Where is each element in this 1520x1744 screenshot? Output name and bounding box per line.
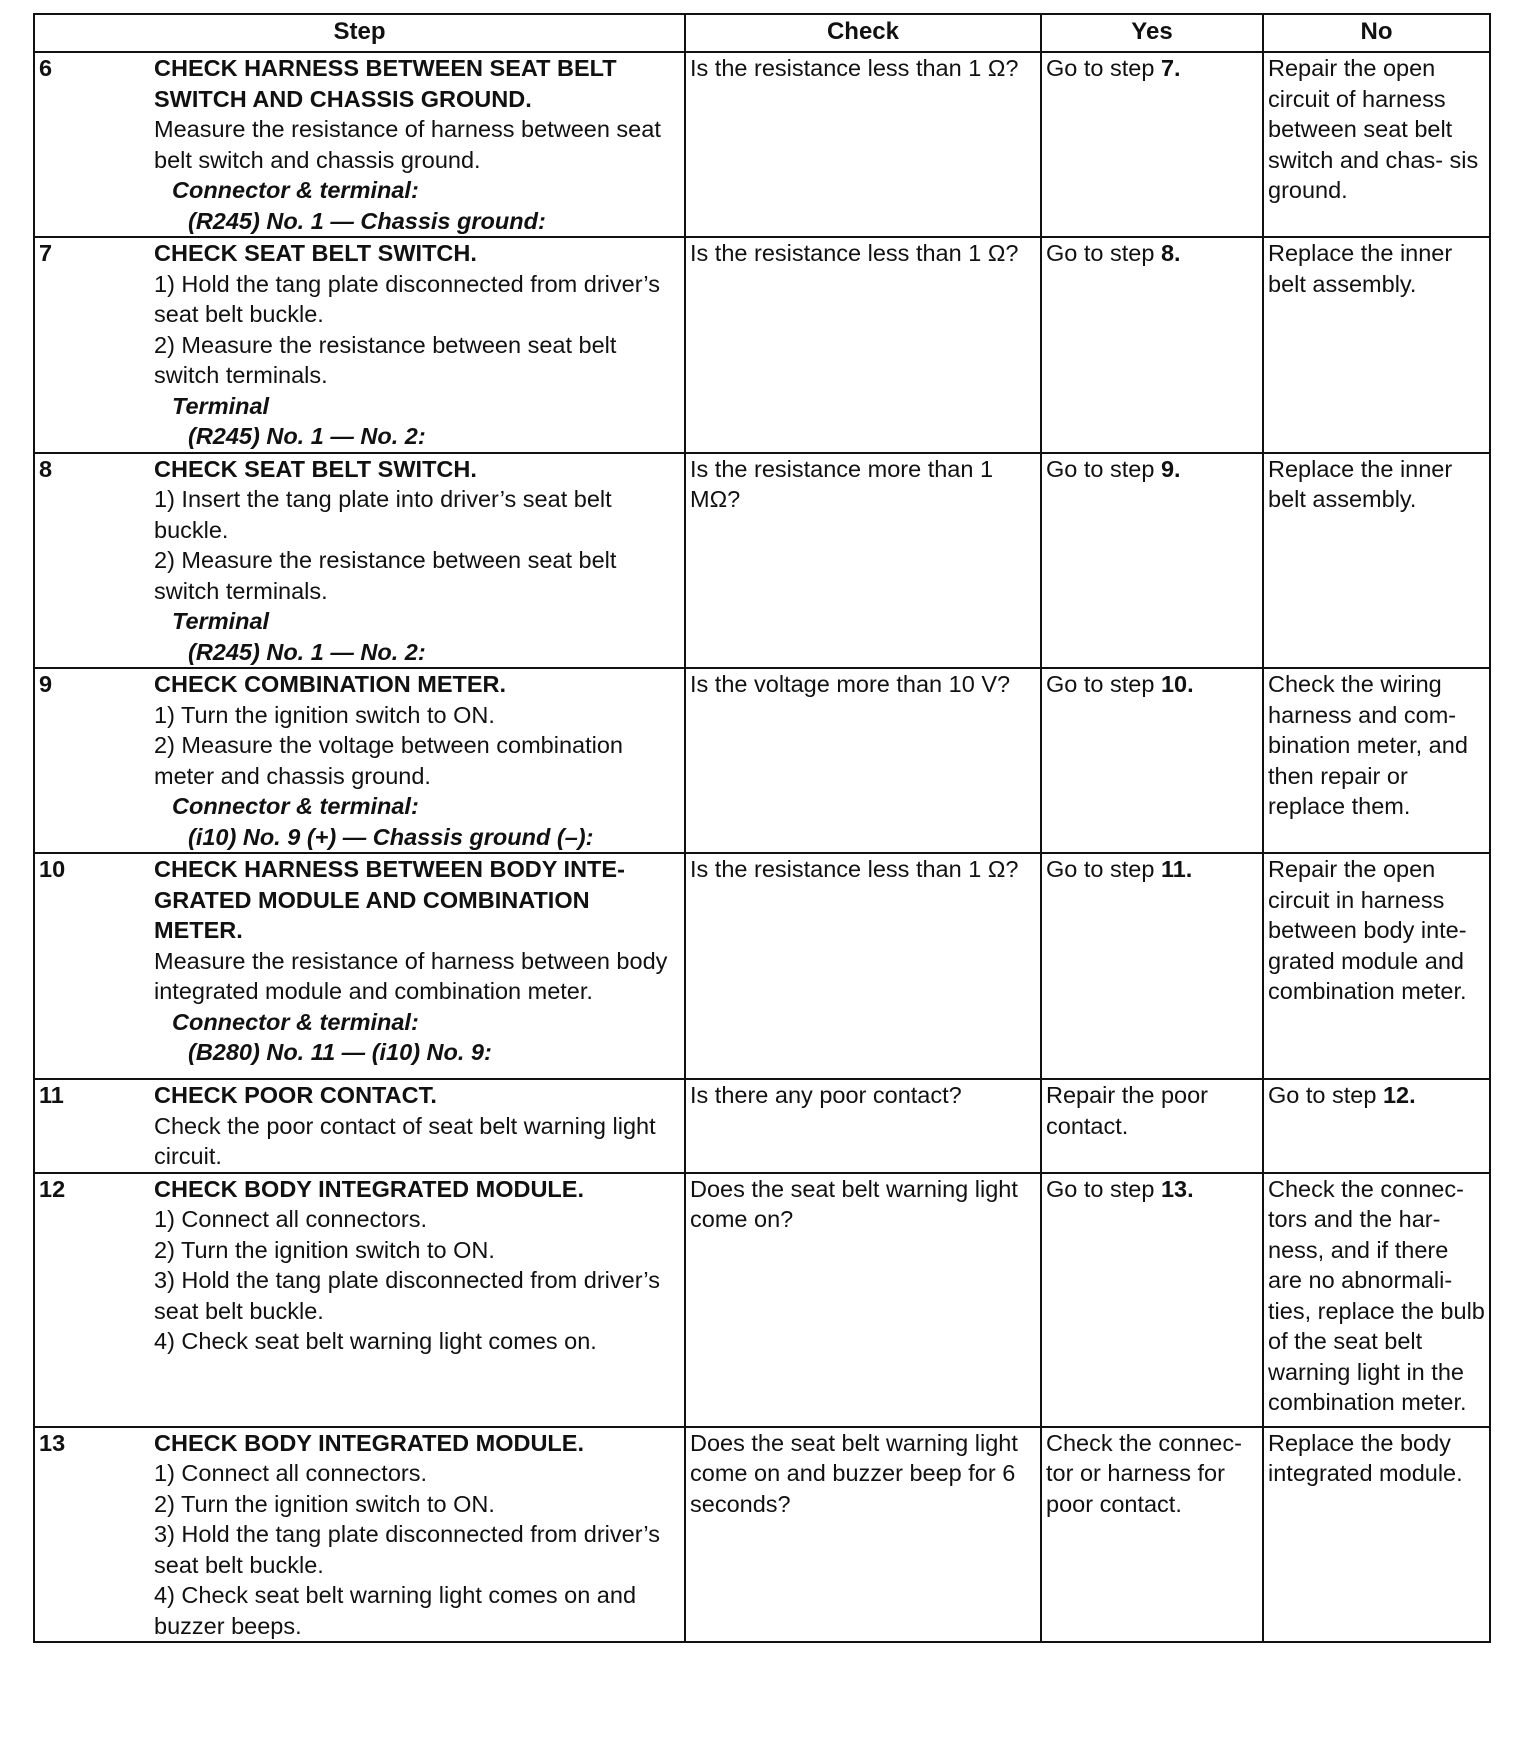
yes-step-ref: 7. <box>1160 55 1181 81</box>
step-cell <box>34 453 685 669</box>
step-title: CHECK SEAT BELT SWITCH. <box>154 455 477 482</box>
yes-cell <box>1041 668 1263 853</box>
header-yes: Yes <box>1041 14 1263 52</box>
yes-cell <box>1041 1427 1263 1643</box>
step-title: CHECK SEAT BELT SWITCH. <box>154 240 477 266</box>
no-action: Replace the body integrated module. <box>1268 1429 1463 1486</box>
step-number: 8 <box>39 455 53 482</box>
step-cell <box>34 1427 685 1643</box>
step-terminal-detail: (R245) No. 1 — Chassis ground: <box>188 207 546 234</box>
step-instruction: 3) Hold the tang plate disconnected from driver’s seat belt buckle. <box>154 1267 660 1324</box>
table-row <box>34 1427 1490 1643</box>
step-instruction: 1) Connect all connectors. <box>154 1460 428 1486</box>
yes-action: Go to step <box>1046 55 1161 81</box>
yes-cell <box>1041 1173 1263 1427</box>
yes-cell <box>1041 453 1263 669</box>
step-instruction: Measure the resistance of harness between seat belt switch and chassis ground. <box>154 116 661 173</box>
step-terminal-label: Connector & terminal: <box>172 1008 419 1035</box>
no-action: Replace the inner belt assembly. <box>1268 240 1453 297</box>
step-title: CHECK HARNESS BETWEEN BODY INTE- GRATED MODULE AND COMBINATION METER. <box>154 856 625 943</box>
no-action: Repair the open circuit in harness between body inte- grated module and combination meter. <box>1268 856 1467 1004</box>
step-number: 6 <box>39 55 53 81</box>
no-cell <box>1263 1173 1490 1427</box>
step-number: 9 <box>39 671 53 697</box>
header-check: Check <box>685 14 1041 52</box>
step-instruction: 2) Turn the ignition switch to ON. <box>154 1490 495 1517</box>
check-cell <box>685 453 1041 669</box>
step-terminal-detail: (i10) No. 9 (+) — Chassis ground (–): <box>188 823 594 850</box>
no-cell <box>1263 1079 1490 1173</box>
step-cell <box>34 237 685 453</box>
step-instruction: Check the poor contact of seat belt warning light circuit. <box>154 1112 656 1169</box>
check-cell <box>685 237 1041 453</box>
step-terminal-detail: (R245) No. 1 — No. 2: <box>188 423 426 449</box>
step-cell <box>34 52 685 237</box>
step-title: CHECK COMBINATION METER. <box>154 671 507 697</box>
step-terminal-label: Connector & terminal: <box>172 177 419 203</box>
yes-cell <box>1041 52 1263 237</box>
no-action: Go to step <box>1268 1082 1383 1108</box>
table-row <box>34 1079 1490 1173</box>
yes-action: Check the connec- tor or harness for poor contact. <box>1046 1429 1242 1517</box>
check-cell <box>685 853 1041 1079</box>
step-instruction: 1) Connect all connectors. <box>154 1206 428 1232</box>
diagnostic-procedure-page <box>33 13 1489 1643</box>
step-cell <box>34 668 685 853</box>
step-title: CHECK BODY INTEGRATED MODULE. <box>154 1429 584 1456</box>
table-row <box>34 52 1490 237</box>
yes-step-ref: 8. <box>1160 240 1181 266</box>
step-terminal-label: Terminal <box>172 608 270 634</box>
yes-step-ref: 11. <box>1160 856 1193 882</box>
step-terminal-label: Connector & terminal: <box>172 793 419 819</box>
step-cell <box>34 1079 685 1173</box>
yes-action: Go to step <box>1046 455 1161 482</box>
table-row <box>34 453 1490 669</box>
check-cell <box>685 1427 1041 1643</box>
table-row <box>34 668 1490 853</box>
yes-action: Go to step <box>1046 1175 1161 1202</box>
yes-action: Go to step <box>1046 240 1161 266</box>
step-cell <box>34 1173 685 1427</box>
step-terminal-detail: (B280) No. 11 — (i10) No. 9: <box>188 1039 492 1065</box>
yes-cell <box>1041 853 1263 1079</box>
check-question: Does the seat belt warning light come on and buzzer beep for 6 seconds? <box>690 1429 1018 1517</box>
yes-step-ref: 9. <box>1160 455 1181 482</box>
step-title: CHECK HARNESS BETWEEN SEAT BELT SWITCH AND CHASSIS GROUND. <box>154 55 617 112</box>
header-no: No <box>1263 14 1490 52</box>
step-number: 12 <box>39 1175 66 1202</box>
check-question: Is the resistance less than 1 Ω? <box>690 856 1019 882</box>
step-terminal-label: Terminal <box>172 392 270 419</box>
step-instruction: 1) Insert the tang plate into driver’s seat belt buckle. <box>154 486 612 543</box>
step-instruction: Measure the resistance of harness between body integrated module and combination meter. <box>154 947 668 1004</box>
yes-action: Repair the poor contact. <box>1046 1082 1208 1139</box>
no-cell <box>1263 237 1490 453</box>
table-row <box>34 237 1490 453</box>
yes-step-ref: 10. <box>1160 671 1194 697</box>
check-cell <box>685 1079 1041 1173</box>
step-number: 11 <box>39 1082 64 1108</box>
check-question: Is there any poor contact? <box>690 1082 962 1108</box>
step-instruction: 2) Measure the resistance between seat belt switch terminals. <box>154 331 617 388</box>
step-number: 10 <box>39 856 66 882</box>
step-terminal-detail: (R245) No. 1 — No. 2: <box>188 638 426 665</box>
step-cell <box>34 853 685 1079</box>
check-cell <box>685 668 1041 853</box>
step-instruction: 2) Turn the ignition switch to ON. <box>154 1236 495 1263</box>
step-instruction: 1) Hold the tang plate disconnected from driver’s seat belt buckle. <box>154 270 660 327</box>
yes-action: Go to step <box>1046 671 1161 697</box>
header-step: Step <box>34 14 685 52</box>
check-question: Is the voltage more than 10 V? <box>690 671 1011 697</box>
yes-step-ref: 13. <box>1160 1175 1194 1202</box>
table-header-row <box>34 14 1490 52</box>
diagnostic-table <box>33 13 1491 1643</box>
check-cell <box>685 52 1041 237</box>
no-cell <box>1263 52 1490 237</box>
no-cell <box>1263 453 1490 669</box>
step-number: 13 <box>39 1429 66 1456</box>
no-action: Check the connec- tors and the har- ness, and if there are no abnormali- ties, replace the bulb of the seat belt warning light in the combination meter. <box>1268 1175 1485 1415</box>
table-row <box>34 853 1490 1079</box>
check-question: Is the resistance more than 1 MΩ? <box>690 455 994 512</box>
no-action: Repair the open circuit of harness between seat belt switch and chas- sis ground. <box>1268 55 1479 203</box>
check-question: Is the resistance less than 1 Ω? <box>690 55 1019 81</box>
step-instruction: 2) Measure the resistance between seat belt switch terminals. <box>154 547 617 604</box>
check-cell <box>685 1173 1041 1427</box>
no-step-ref: 12. <box>1382 1082 1416 1108</box>
yes-action: Go to step <box>1046 856 1161 882</box>
no-cell <box>1263 668 1490 853</box>
step-instruction: 4) Check seat belt warning light comes on and buzzer beeps. <box>154 1582 637 1639</box>
step-instruction: 2) Measure the voltage between combination meter and chassis ground. <box>154 732 623 789</box>
no-action: Replace the inner belt assembly. <box>1268 455 1453 512</box>
yes-cell <box>1041 1079 1263 1173</box>
yes-cell <box>1041 237 1263 453</box>
step-instruction: 4) Check seat belt warning light comes on. <box>154 1328 597 1354</box>
check-question: Is the resistance less than 1 Ω? <box>690 240 1019 266</box>
step-instruction: 1) Turn the ignition switch to ON. <box>154 701 495 728</box>
step-title: CHECK POOR CONTACT. <box>154 1082 437 1108</box>
no-action: Check the wiring harness and com- bination meter, and then repair or replace them. <box>1268 671 1468 819</box>
table-body <box>34 52 1490 1642</box>
table-row <box>34 1173 1490 1427</box>
step-title: CHECK BODY INTEGRATED MODULE. <box>154 1175 584 1202</box>
step-number: 7 <box>39 240 53 266</box>
no-cell <box>1263 853 1490 1079</box>
no-cell <box>1263 1427 1490 1643</box>
check-question: Does the seat belt warning light come on? <box>690 1175 1018 1232</box>
step-instruction: 3) Hold the tang plate disconnected from driver’s seat belt buckle. <box>154 1521 660 1578</box>
